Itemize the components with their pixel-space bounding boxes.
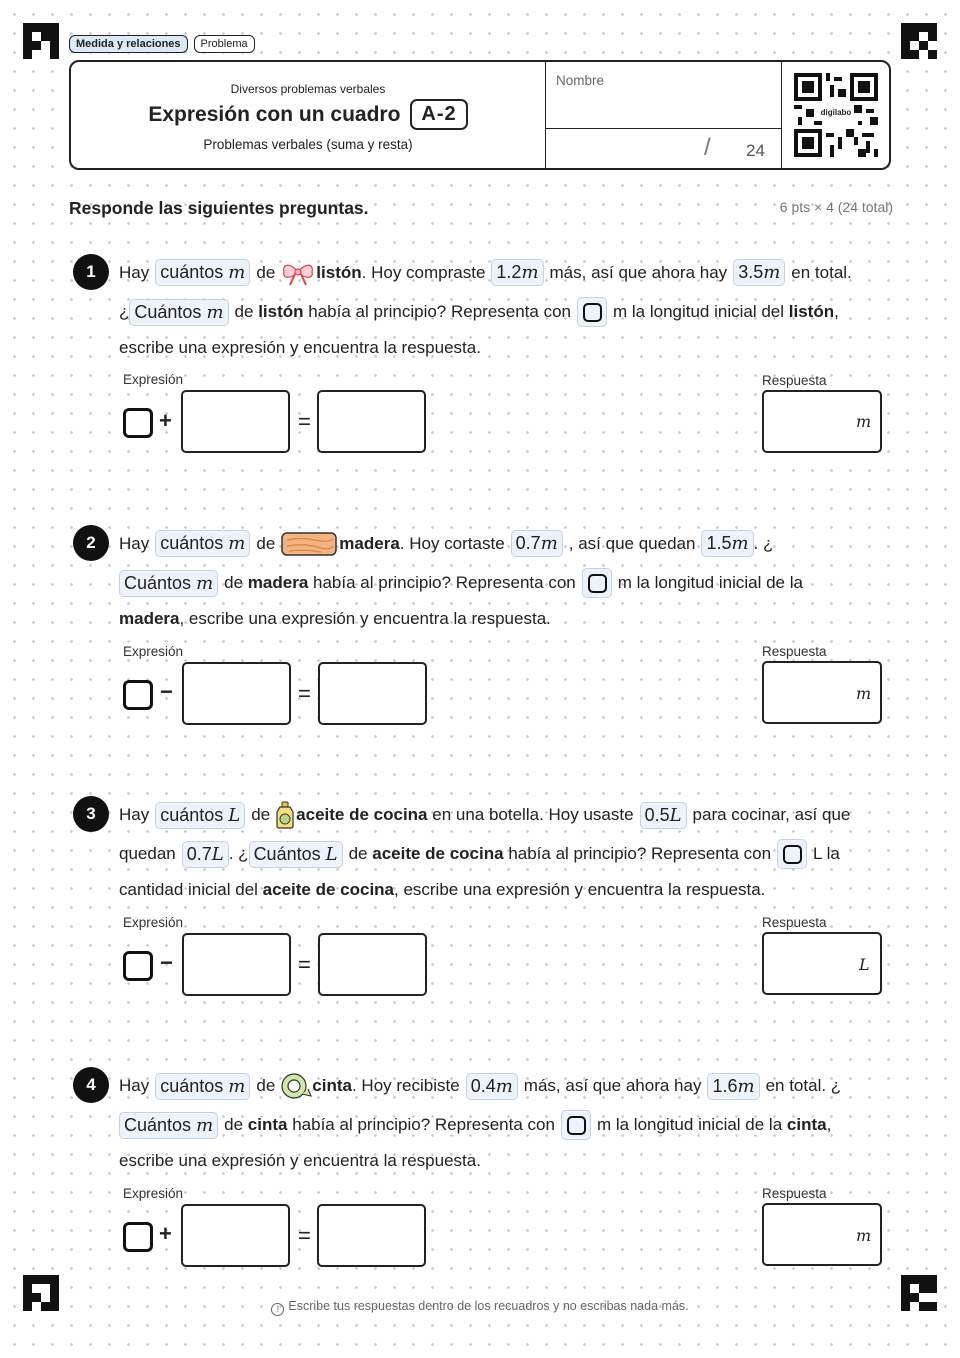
problem-line-2	[119, 839, 840, 869]
text: . Hoy cortaste	[399, 533, 505, 553]
unknown-quantity-pill: cuántos L	[155, 802, 245, 829]
text: de	[256, 262, 276, 282]
value-pill: 1.6m	[707, 1073, 759, 1100]
text: ,	[826, 1115, 832, 1134]
value-pill: 0.4m	[466, 1073, 518, 1100]
worksheet-code: A-2	[410, 99, 467, 130]
expression-input-1[interactable]	[182, 662, 291, 725]
answer-unit: m	[856, 684, 872, 703]
square-symbol-icon	[577, 297, 607, 327]
square-symbol-icon	[777, 839, 807, 869]
text: para cocinar, así que	[692, 805, 851, 824]
item-name: listón	[316, 262, 362, 282]
divider	[546, 128, 782, 129]
wood-plank-icon	[281, 531, 337, 557]
unknown-quantity-pill: Cuántos m	[129, 299, 228, 326]
answer-unit: L	[859, 955, 870, 974]
value-pill: 1.5m	[701, 530, 753, 557]
text: m la longitud inicial de la	[617, 573, 803, 592]
text: en una botella. Hoy usaste	[432, 805, 634, 824]
text: de	[256, 533, 276, 553]
problem-line-3	[119, 338, 481, 358]
answer-unit: m	[856, 1226, 872, 1245]
corner-marker-top-left	[23, 23, 59, 59]
tag-bar	[69, 35, 255, 53]
problem-line-2	[119, 568, 803, 598]
text: de	[256, 1076, 276, 1095]
text: Hay	[119, 533, 150, 553]
text: había al principio? Representa con	[292, 1115, 555, 1134]
text: quedan	[119, 844, 176, 863]
square-symbol-icon	[123, 951, 153, 981]
expression-label: Expresión	[123, 372, 184, 387]
item-name: listón	[258, 302, 304, 321]
text: ¿	[119, 302, 130, 321]
square-symbol-icon	[123, 408, 153, 438]
text: ,	[834, 302, 839, 321]
answer-label: Respuesta	[762, 915, 827, 930]
item-name: cinta	[786, 1115, 827, 1134]
answer-unit: m	[856, 412, 872, 431]
operator: −	[160, 679, 173, 704]
expression-input-1[interactable]	[182, 933, 291, 996]
qr-code	[781, 62, 890, 168]
square-symbol-icon	[123, 1222, 153, 1252]
item-name: listón	[788, 302, 835, 321]
item-name: madera	[119, 609, 180, 628]
text: en total. ¿	[765, 1076, 842, 1095]
value-pill: 0.7L	[182, 841, 229, 868]
problem-3	[73, 795, 888, 1005]
square-symbol-icon	[582, 568, 612, 598]
text: Hay	[119, 1076, 150, 1095]
unknown-quantity-pill: cuántos m	[155, 259, 250, 286]
page-title: Expresión con un cuadro	[148, 102, 401, 126]
title-block	[71, 62, 545, 168]
square-symbol-icon	[123, 680, 153, 710]
unknown-quantity-pill: cuántos m	[155, 530, 250, 557]
score-separator: /	[704, 134, 711, 161]
problem-4	[73, 1066, 888, 1276]
item-name: madera	[247, 573, 309, 592]
problem-line-2	[119, 297, 839, 327]
text: de	[224, 1115, 244, 1134]
ribbon-icon	[280, 260, 316, 286]
text: de	[251, 805, 271, 824]
text: . Hoy compraste	[361, 262, 486, 282]
points-info: 6 pts × 4 (24 total)	[779, 199, 893, 215]
name-label: Nombre	[556, 73, 605, 88]
text: de	[234, 302, 254, 321]
text: m la longitud inicial del	[613, 302, 785, 321]
text: escribe una expresión y encuentra la respuesta.	[119, 1151, 481, 1170]
footer-note	[0, 1299, 960, 1316]
kicker: Diversos problemas verbales	[230, 82, 386, 96]
equals-sign: =	[298, 952, 311, 977]
problem-line-3	[119, 1151, 481, 1171]
equals-sign: =	[298, 1223, 311, 1248]
answer-label: Respuesta	[762, 644, 827, 659]
problem-line-1	[119, 801, 850, 829]
value-pill: 0.7m	[511, 530, 563, 557]
expression-input-1[interactable]	[181, 390, 290, 453]
text: en total.	[791, 262, 852, 282]
tape-roll-icon	[280, 1072, 312, 1100]
expression-label: Expresión	[123, 1186, 184, 1201]
item-name: madera	[339, 533, 400, 553]
subtitle: Problemas verbales (suma y resta)	[203, 137, 413, 152]
problem-line-1	[119, 259, 852, 286]
operator: +	[159, 1221, 172, 1246]
unknown-quantity-pill: cuántos m	[155, 1073, 250, 1100]
text: había al principio? Representa con	[508, 844, 772, 863]
category-tag: Medida y relaciones	[69, 35, 188, 53]
operator: −	[160, 950, 173, 975]
name-score-block	[545, 62, 782, 168]
text: , así que quedan	[568, 533, 696, 553]
expression-label: Expresión	[123, 915, 184, 930]
text: había al principio? Representa con	[308, 302, 571, 321]
answer-label: Respuesta	[762, 373, 827, 388]
problem-line-2	[119, 1110, 831, 1140]
item-name: aceite de cocina	[372, 844, 504, 863]
text: . ¿	[228, 844, 249, 863]
exclamation-circle-icon: !	[271, 1303, 284, 1316]
item-name: aceite de cocina	[262, 880, 394, 899]
text: Hay	[119, 262, 150, 282]
answer-label: Respuesta	[762, 1186, 827, 1201]
problem-number: 1	[73, 254, 109, 290]
value-pill: 3.5m	[733, 259, 785, 286]
worksheet-header	[69, 60, 891, 170]
problem-2	[73, 524, 888, 734]
expression-result-input[interactable]	[317, 1204, 426, 1267]
item-name: aceite de cocina	[296, 805, 428, 824]
text: Hay	[119, 805, 150, 824]
text: m la longitud inicial de la	[596, 1115, 783, 1134]
text: de	[224, 573, 244, 592]
problem-number: 3	[73, 796, 109, 832]
value-pill: 0.5L	[640, 802, 687, 829]
text: , escribe una expresión y encuentra la respuesta.	[179, 609, 551, 628]
expression-result-input[interactable]	[318, 933, 427, 996]
text: más, así que ahora hay	[523, 1076, 702, 1095]
problem-1	[73, 253, 888, 463]
text: de	[348, 844, 368, 863]
problem-line-1	[119, 530, 773, 557]
problem-line-3	[119, 609, 551, 629]
text: L la	[813, 844, 840, 863]
text: . ¿	[753, 533, 774, 553]
expression-input-1[interactable]	[181, 1204, 290, 1267]
corner-marker-top-right	[901, 23, 937, 59]
expression-result-input[interactable]	[318, 662, 427, 725]
problem-number: 2	[73, 525, 109, 561]
qr-label: digilabo	[820, 108, 852, 117]
problem-line-3	[119, 880, 765, 900]
square-symbol-icon	[561, 1110, 591, 1140]
text: . Hoy recibiste	[351, 1076, 460, 1095]
instruction: Responde las siguientes preguntas.	[69, 198, 369, 218]
unknown-quantity-pill: Cuántos m	[119, 1112, 218, 1139]
problem-number: 4	[73, 1067, 109, 1103]
item-name: cinta	[312, 1076, 352, 1095]
text: cantidad inicial del	[119, 880, 258, 899]
expression-result-input[interactable]	[317, 390, 426, 453]
score-total: 24	[746, 141, 765, 160]
oil-bottle-icon	[274, 801, 296, 829]
footer-text: Escribe tus respuestas dentro de los recuadros y no escribas nada más.	[288, 1299, 689, 1313]
operator: +	[159, 408, 172, 433]
text: escribe una expresión y encuentra la respuesta.	[119, 338, 481, 357]
item-name: cinta	[247, 1115, 288, 1134]
problem-line-1	[119, 1072, 841, 1100]
equals-sign: =	[298, 681, 311, 706]
unknown-quantity-pill: Cuántos L	[249, 841, 343, 868]
text: había al principio? Representa con	[313, 573, 576, 592]
expression-label: Expresión	[123, 644, 184, 659]
type-tag: Problema	[194, 35, 255, 53]
text: más, así que ahora hay	[549, 262, 728, 282]
value-pill: 1.2m	[491, 259, 543, 286]
text: , escribe una expresión y encuentra la respuesta.	[394, 880, 766, 899]
unknown-quantity-pill: Cuántos m	[119, 570, 218, 597]
equals-sign: =	[298, 409, 311, 434]
